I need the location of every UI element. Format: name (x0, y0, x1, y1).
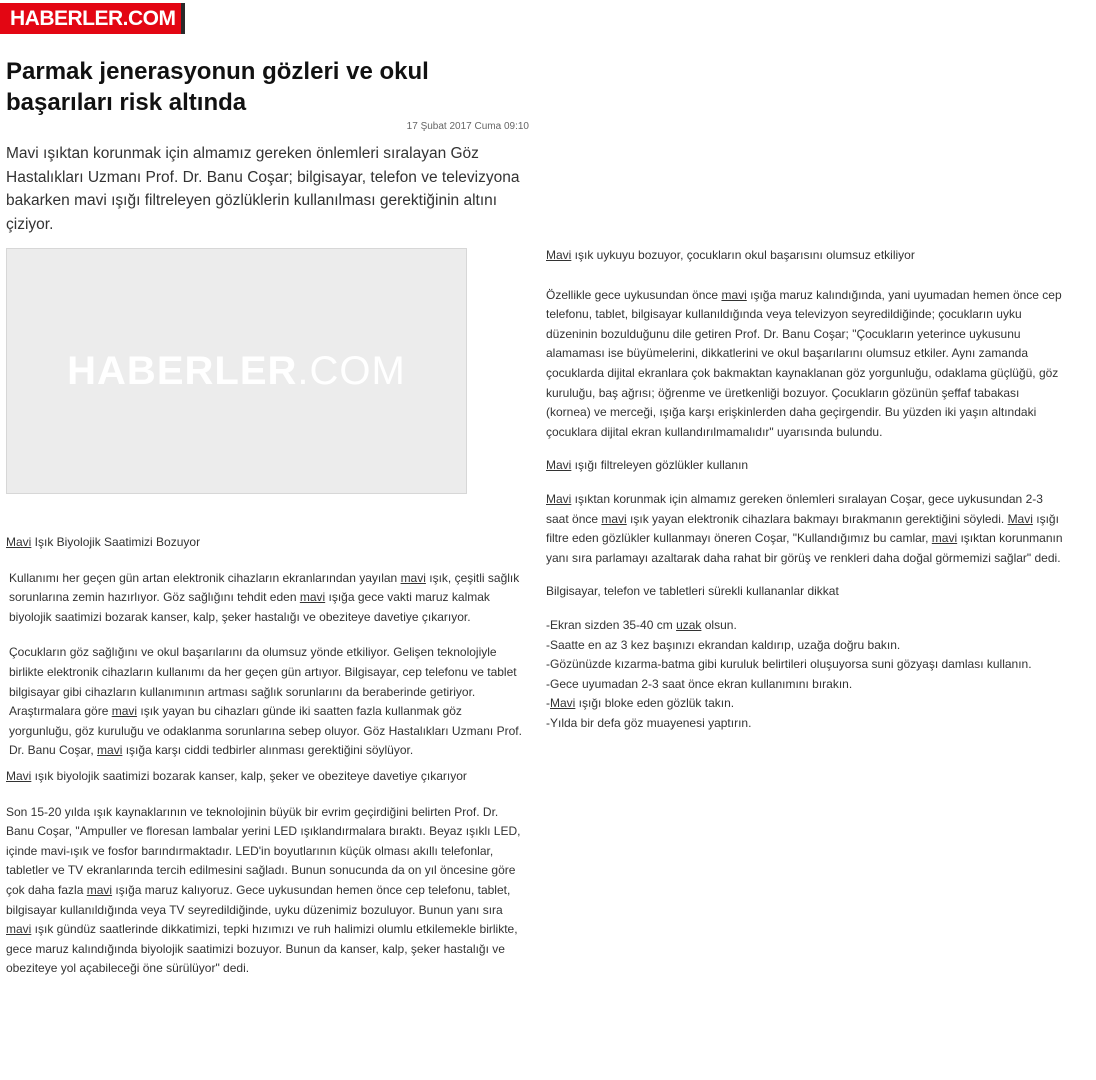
keyword-link[interactable]: Mavi (546, 248, 572, 262)
keyword-link[interactable]: Mavi (1007, 511, 1033, 526)
article-date: 17 Şubat 2017 Cuma 09:10 (406, 121, 529, 132)
article-image-placeholder (6, 248, 467, 494)
paragraph: Son 15-20 yılda ışık kaynaklarının ve teknolojinin büyük bir evrim geçirdiğini belirten Prof. Dr. Banu Coşar, "Ampuller ve floresan lambalar yerini LED ışıklandırmalara bıraktı. Beyaz ışıklı LED, içinde mavi-ışık ve fosfor barındırmaktadır. LED'in boyutlarının küçük olması akıllı telefonlar, tabletler ve TV ekranlarında tercih edilmesini sağladı. Bunun sonucunda da on yıl öncesine göre çok daha fazla mavi ışığa maruz kalıyoruz. Gece uykusundan hemen önce cep telefonu, tablet, bilgisayar kullanıldığında veya TV seyredildiğinde, uyku düzenimiz bozuluyor. Bunun yanı sıra mavi ışık gündüz saatlerinde dikkatimizi, tepki hızımızı ve ruh halimizi olumlu etkilemekle birlikte, gece maruz kalındığında biyolojik saatimizi bozuyor. Bunun da kanser, kalp, şeker hastalığı ve obeziteye yol açabileceği öne sürülüyor" dedi. (6, 804, 521, 976)
right-column (546, 246, 1063, 733)
section-heading: Mavi Işık Biyolojik Saatimizi Bozuyor (6, 535, 201, 549)
site-logo[interactable]: HABERLER.COM (0, 3, 185, 34)
keyword-link[interactable]: mavi (931, 531, 958, 546)
section-heading: Mavi ışık biyolojik saatimizi bozarak kanser, kalp, şeker ve obeziteye davetiye çıkarıyor (6, 768, 467, 783)
keyword-link[interactable]: mavi (97, 743, 123, 758)
section-heading: Mavi ışık uykuyu bozuyor, çocukların okul başarısını olumsuz etkiliyor (546, 248, 915, 262)
paragraph: Kullanımı her geçen gün artan elektronik cihazların ekranlarından yayılan mavi ışık, çeşitli sağlık sorunlarına zemin hazırlıyor. Göz sağlığını tehdit eden mavi ışığa gece vakti maruz kalmak biyolojik saatimizi bozarak kanser, kalp, şeker hastalığı ve obeziteye davetiye çıkarıyor. (9, 570, 520, 624)
tip-item: -Gözünüzde kızarma-batma gibi kuruluk belirtileri oluşuyorsa suni gözyaşı damlası kullanın. (546, 657, 1032, 672)
keyword-link[interactable]: uzak (676, 617, 702, 632)
keyword-link[interactable]: mavi (111, 704, 138, 719)
section-heading: Bilgisayar, telefon ve tabletleri sürekli kullananlar dikkat (546, 584, 839, 599)
image-watermark-logo (67, 349, 406, 394)
section-heading: Mavi ışığı filtreleyen gözlükler kullanın (546, 458, 749, 473)
paragraph: Mavi ışıktan korunmak için almamız gereken önlemleri sıralayan Coşar, gece uykusundan 2-3 saat önce mavi ışık yayan elektronik cihazlara bakmayı bırakmanın gerektiğini söyledi. Mavi ışığı filtre eden gözlükler kullanmayı öneren Coşar, "Kullandığımız bu camlar, mavi ışıktan korunmanın yanı sıra parlamayı azaltarak daha rahat bir görüş ve renkleri daha doğal görmemizi sağlar" dedi. (546, 491, 1063, 565)
paragraph: Özellikle gece uykusundan önce mavi ışığa maruz kalındığında, yani uyumadan hemen önce cep telefonu, tablet, bilgisayar kullanıldığında veya televizyon seyredildiğinde; çocukların uyku düzeninin bozulduğunu dile getiren Prof. Dr. Banu Coşar; "Çocukların yeterince uykusunu alamaması ise büyümelerini, dikkatlerini ve okul başarılarını olumsuz etkiler. Aynı zamanda çocuklarda dijital ekranlara çok bakmaktan kaynaklanan göz yorgunluğu, odaklama güçlüğü, göz kuruluğu, baş ağrısı; öğrenme ve üretkenliği bozuyor. Çocukların gözünün şeffaf tabakası (kornea) ve merceği, ışığa karşı erişkinlerden daha geçirgendir. Bu yüzden iki yaşın altındaki çocuklara dijital ekran kullandırılmamalıdır" uyarısında bulundu. (546, 287, 1062, 439)
tip-item: -Mavi ışığı bloke eden gözlük takın. (546, 696, 735, 711)
keyword-link[interactable]: mavi (601, 511, 627, 526)
article-lead: Mavi ışıktan korunmak için almamız gereken önlemleri sıralayan Göz Hastalıkları Uzmanı Prof. Dr. Banu Coşar; bilgisayar, telefon ve televizyona bakarken mavi ışığı filtreleyen gözlüklerin kullanılması gerektiğinin altını çiziyor. (6, 145, 520, 233)
paragraph: Çocukların göz sağlığını ve okul başarılarını da olumsuz yönde etkiliyor. Gelişen teknolojiyle birlikte elektronik cihazların kullanımı da her geçen gün artıyor. Bilgisayar, cep telefonu ve tablet bilgisayar gibi cihazların kullanımının artması sağlık sorunlarını da beraberinde getiriyor. Araştırmalara göre mavi ışık yayan bu cihazları günde iki saatten fazla kullanmak göz yorgunluğu, göz kuruluğu ve odaklanma sorunlarına sebep oluyor. Göz Hastalıkları Uzmanı Prof. Dr. Banu Coşar, mavi ışığa karşı ciddi tedbirler alınması gerektiğini söylüyor. (9, 645, 522, 758)
tip-item: -Ekran sizden 35-40 cm uzak olsun. (546, 617, 737, 632)
keyword-link[interactable]: Mavi (6, 768, 32, 783)
article-title: Parmak jenerasyonun gözleri ve okul başarıları risk altında (6, 58, 429, 116)
tip-item: -Saatte en az 3 kez başınızı ekrandan kaldırıp, uzağa doğru bakın. (546, 637, 901, 652)
keyword-link[interactable]: Mavi (546, 458, 572, 473)
keyword-link[interactable]: mavi (299, 590, 326, 605)
tip-item: -Yılda bir defa göz muayenesi yaptırın. (546, 715, 752, 730)
keyword-link[interactable]: mavi (86, 882, 113, 897)
keyword-link[interactable]: mavi (6, 922, 32, 937)
keyword-link[interactable]: Mavi (6, 535, 32, 549)
image-watermark-light: .COM (297, 348, 406, 393)
keyword-link[interactable]: Mavi (550, 696, 576, 711)
image-watermark-bold: HABERLER (67, 348, 298, 393)
left-column (6, 533, 523, 979)
tip-item: -Gece uyumadan 2-3 saat önce ekran kullanımını bırakın. (546, 676, 853, 691)
tips-list (546, 616, 1063, 734)
keyword-link[interactable]: Mavi (546, 491, 572, 506)
keyword-link[interactable]: mavi (400, 570, 426, 585)
keyword-link[interactable]: mavi (721, 287, 747, 302)
